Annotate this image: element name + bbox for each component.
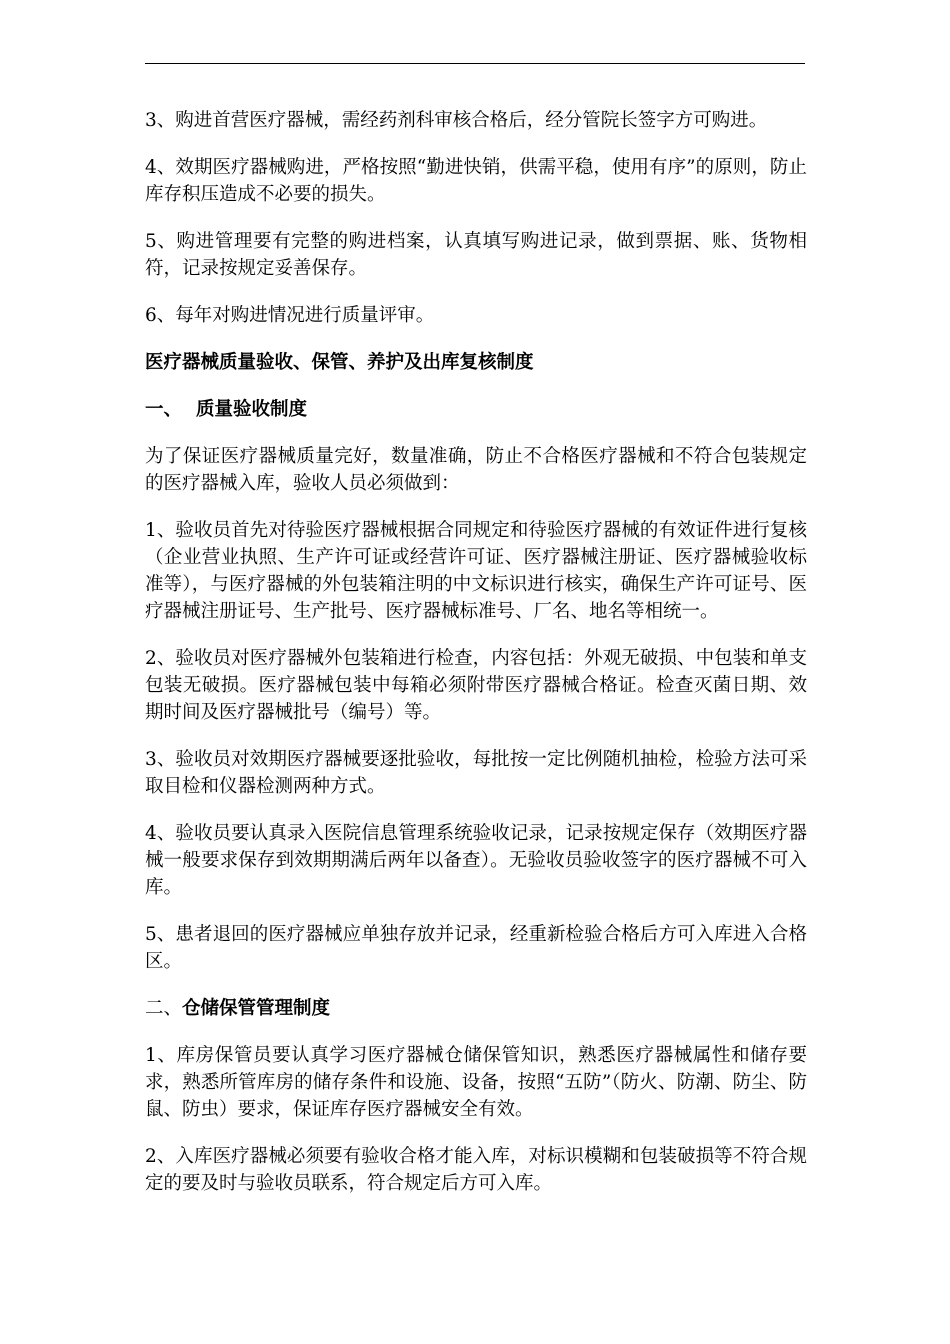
paragraph: 6、每年对购进情况进行质量评审。 <box>145 305 435 326</box>
paragraph: 5、购进管理要有完整的购进档案，认真填写购进记录，做到票据、账、货物相符，记录按规定妥善保存。 <box>145 231 807 279</box>
list-item: 4、验收员要认真录入医院信息管理系统验收记录，记录按规定保存（效期医疗器械一般要求保存到效期期满后两年以备查）。无验收员验收签字的医疗器械不可入库。 <box>145 823 807 898</box>
list-item: 1、库房保管员要认真学习医疗器械仓储保管知识，熟悉医疗器械属性和储存要求，熟悉所管库房的储存条件和设施、设备，按照“五防”（防火、防潮、防尘、防鼠、防虫）要求，保证库存医疗器械安全有效。 <box>145 1045 807 1120</box>
main-title: 医疗器械质量验收、保管、养护及出库复核制度 <box>145 352 534 373</box>
section-title: 仓储保管管理制度 <box>182 998 331 1019</box>
list-item: 2、验收员对医疗器械外包装箱进行检查，内容包括：外观无破损、中包装和单支包装无破损。医疗器械包装中每箱必须附带医疗器械合格证。检查灭菌日期、效期时间及医疗器械批号（编号）等。 <box>145 648 807 723</box>
list-item: 1、验收员首先对待验医疗器械根据合同规定和待验医疗器械的有效证件进行复核（企业营业执照、生产许可证或经营许可证、医疗器械注册证、医疗器械验收标准等），与医疗器械的外包装箱注明的中文标识进行核实，确保生产许可证号、医疗器械注册证号、生产批号、医疗器械标准号、厂名、地名等相统一。 <box>145 520 807 622</box>
document-body <box>145 107 807 1217</box>
section-title: 质量验收制度 <box>196 399 308 420</box>
header-rule <box>145 63 805 64</box>
list-item: 5、患者退回的医疗器械应单独存放并记录，经重新检验合格后方可入库进入合格区。 <box>145 924 807 972</box>
section-heading-1 <box>145 396 807 423</box>
section-number: 二、 <box>145 998 183 1019</box>
list-item: 2、入库医疗器械必须要有验收合格才能入库，对标识模糊和包装破损等不符合规定的要及时与验收员联系，符合规定后方可入库。 <box>145 1146 807 1194</box>
paragraph: 3、购进首营医疗器械，需经药剂科审核合格后，经分管院长签字方可购进。 <box>145 110 768 131</box>
section-intro: 为了保证医疗器械质量完好，数量准确，防止不合格医疗器械和不符合包装规定的医疗器械入库，验收人员必须做到： <box>145 446 807 494</box>
section-heading-2 <box>145 995 807 1022</box>
section-number: 一、 <box>145 399 183 420</box>
list-item: 3、验收员对效期医疗器械要逐批验收，每批按一定比例随机抽检，检验方法可采取目检和仪器检测两种方式。 <box>145 749 807 797</box>
paragraph: 4、效期医疗器械购进，严格按照“勤进快销，供需平稳，使用有序”的原则，防止库存积压造成不必要的损失。 <box>145 157 807 205</box>
